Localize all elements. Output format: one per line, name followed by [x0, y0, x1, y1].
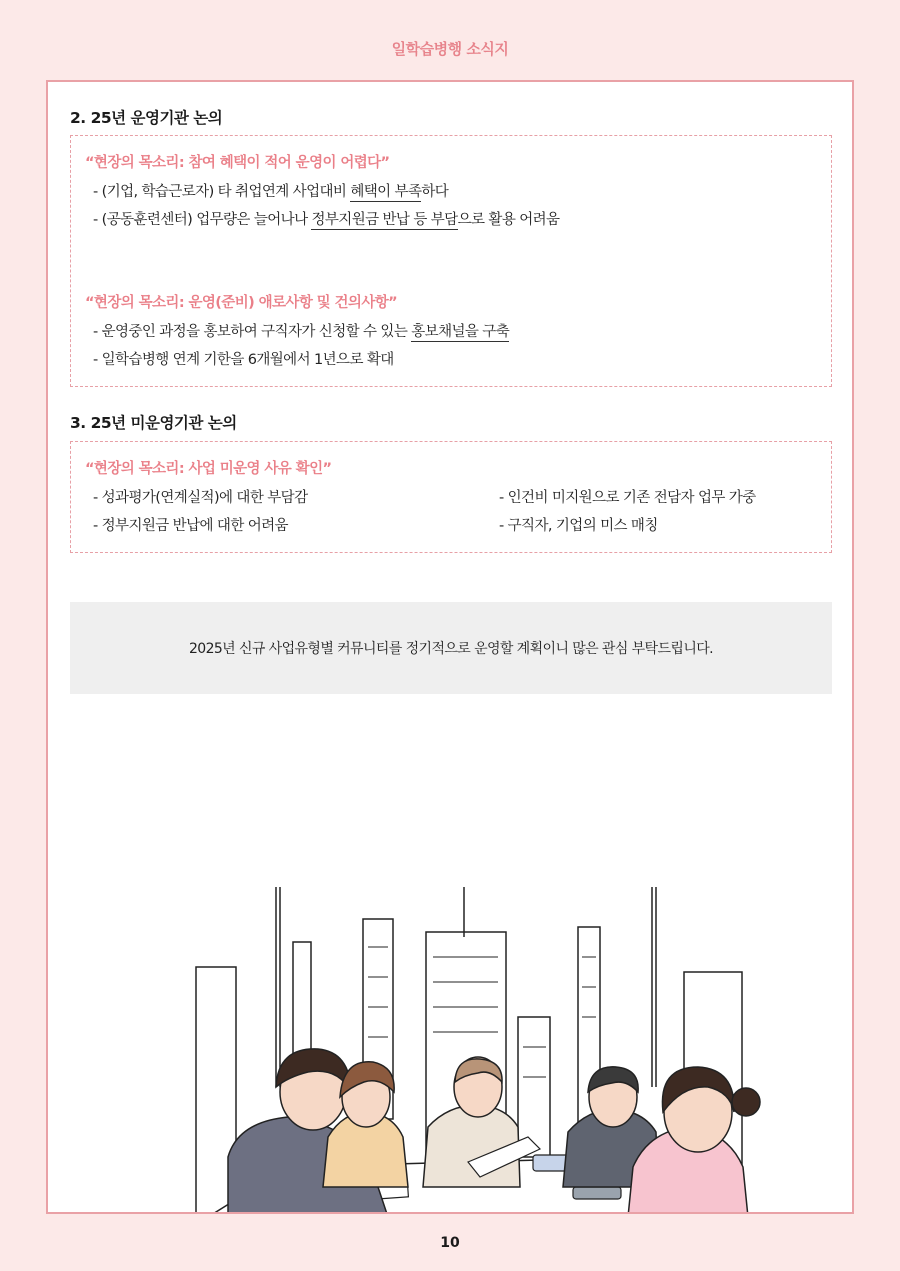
section3-title: 3. 25년 미운영기관 논의	[70, 414, 237, 432]
newsletter-header-title: 일학습병행 소식지	[391, 40, 509, 58]
section3-box	[70, 441, 832, 553]
notice-box	[70, 602, 832, 694]
list-item: - 정부지원금 반납에 대한 어려움	[93, 518, 288, 534]
page-number: 10	[440, 1235, 460, 1251]
underlined-text: 홍보채널을 구축	[411, 324, 510, 340]
voice-heading-nonoperation: “현장의 목소리: 사업 미운영 사유 확인”	[85, 461, 332, 477]
underlined-text: 혜택이 부족	[350, 184, 422, 200]
list-item: - 구직자, 기업의 미스 매칭	[499, 518, 658, 534]
list-item: - 인건비 미지원으로 기존 전담자 업무 가중	[499, 490, 756, 506]
voice-line-benefits-2: - (공동훈련센터) 업무량은 늘어나나 정부지원금 반납 등 부담으로 활용 어려움	[93, 212, 560, 228]
voice-line-difficulties-2: - 일학습병행 연계 기한을 6개월에서 1년으로 확대	[93, 352, 394, 368]
content-card	[46, 80, 854, 1214]
business-meeting-illustration	[168, 887, 768, 1214]
list-item: - 성과평가(연계실적)에 대한 부담감	[93, 490, 308, 506]
underlined-text: 정부지원금 반납 등 부담	[311, 212, 458, 228]
voice-line-difficulties-1: - 운영중인 과정을 홍보하여 구직자가 신청할 수 있는 홍보채널을 구축	[93, 324, 510, 340]
voice-heading-difficulties: “현장의 목소리: 운영(준비) 애로사항 및 건의사항”	[85, 295, 398, 311]
section2-box	[70, 135, 832, 387]
notice-text: 2025년 신규 사업유형별 커뮤니티를 정기적으로 운영할 계획이니 많은 관심 부탁드립니다.	[188, 641, 714, 657]
section2-title: 2. 25년 운영기관 논의	[70, 109, 223, 127]
voice-heading-benefits: “현장의 목소리: 참여 혜택이 적어 운영이 어렵다”	[85, 155, 390, 171]
voice-line-benefits-1: - (기업, 학습근로자) 타 취업연계 사업대비 혜택이 부족하다	[93, 184, 449, 200]
